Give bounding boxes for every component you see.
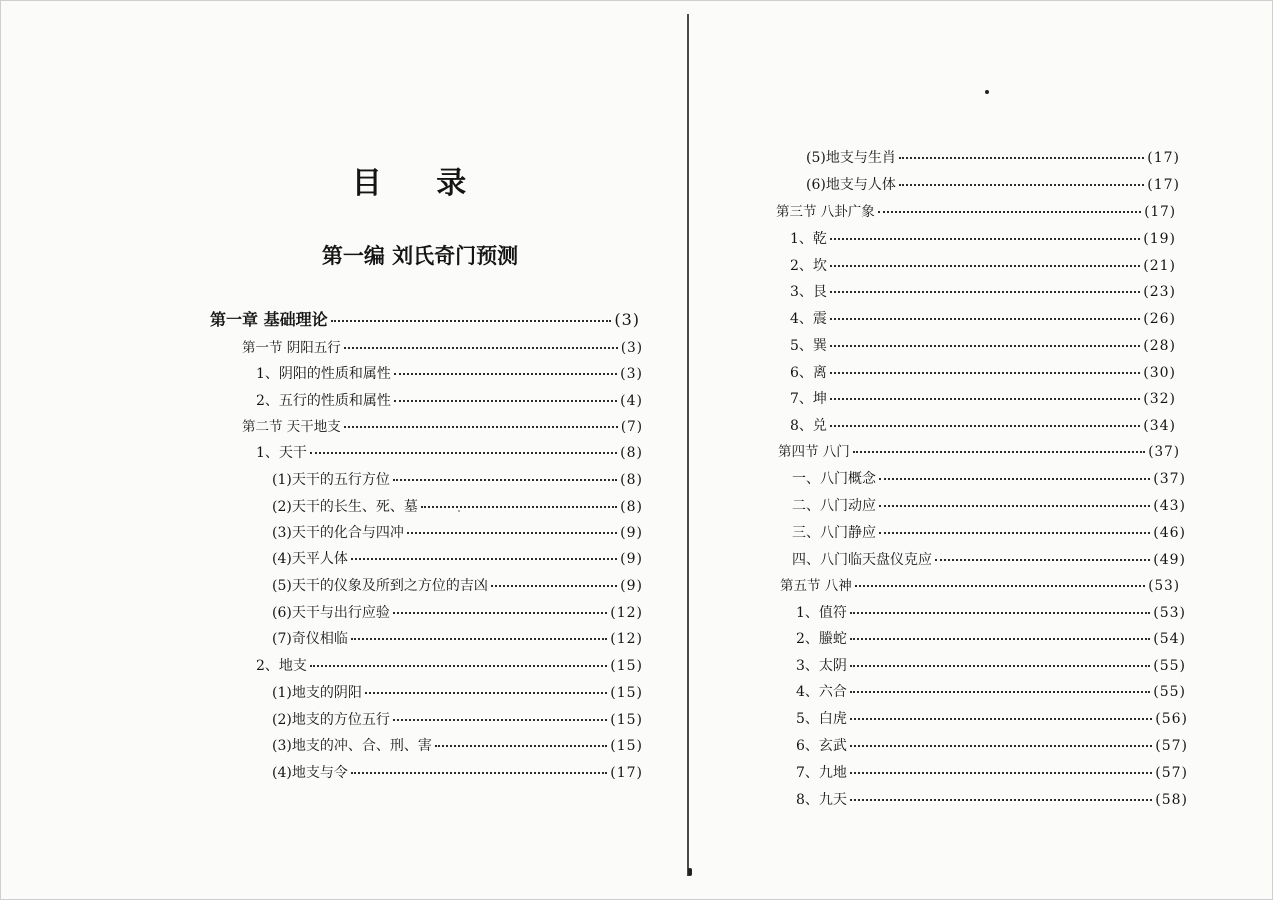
toc-entry-label: (2)地支的方位五行 [272, 712, 390, 728]
toc-page-number: (32) [1143, 391, 1176, 407]
toc-page-number: (56) [1155, 711, 1188, 727]
toc-entry-label: (1)地支的阴阳 [272, 685, 362, 701]
right-toc-entry [790, 281, 1176, 303]
toc-entry-label: 8、九天 [796, 792, 847, 808]
page-title: 目 录 [351, 166, 489, 201]
book-gutter [687, 14, 689, 876]
toc-page-number: (57) [1155, 765, 1188, 781]
toc-entry-label: 1、阴阳的性质和属性 [256, 366, 391, 382]
right-toc-entry [790, 362, 1176, 384]
toc-entry-label: 6、玄武 [796, 738, 847, 754]
toc-entry-label: 第一章 基础理论 [210, 310, 328, 329]
toc-page-number: (8) [620, 472, 643, 488]
toc-page-number: (12) [610, 605, 643, 621]
toc-entry-label: (5)地支与生肖 [806, 150, 896, 166]
dot-leader [351, 637, 607, 640]
dot-leader [365, 691, 607, 694]
dot-leader [407, 531, 617, 534]
part-title: 第一编 刘氏奇门预测 [321, 244, 519, 268]
dot-leader [310, 451, 617, 454]
toc-page-number: (55) [1153, 684, 1186, 700]
right-toc-entry [792, 522, 1186, 544]
dot-leader [394, 399, 617, 402]
toc-page-number: (3) [620, 366, 643, 382]
toc-page-number: (17) [610, 765, 643, 781]
left-toc-entry [242, 337, 643, 359]
toc-page-number: (53) [1148, 578, 1180, 594]
toc-page-number: (46) [1153, 525, 1186, 541]
left-toc-entry [272, 709, 643, 731]
toc-page-number: (57) [1155, 738, 1188, 754]
toc-page-number: (3) [614, 310, 640, 329]
toc-page-number: (23) [1143, 284, 1176, 300]
right-toc-entry [792, 549, 1186, 571]
toc-page-number: (37) [1153, 471, 1186, 487]
right-toc-entry [806, 174, 1180, 196]
left-toc-entry [272, 628, 643, 650]
toc-page-number: (54) [1153, 631, 1186, 647]
dot-leader [850, 771, 1152, 774]
toc-entry-label: (4)天平人体 [272, 551, 348, 567]
left-toc-entry [210, 309, 640, 331]
dot-leader [850, 690, 1150, 693]
toc-entry-label: 4、震 [790, 311, 827, 327]
right-toc-entry [796, 708, 1188, 730]
toc-page-number: (21) [1143, 258, 1176, 274]
toc-entry-label: (6)天干与出行应验 [272, 605, 390, 621]
toc-entry-label: 7、九地 [796, 765, 847, 781]
dot-leader [394, 372, 617, 375]
toc-page-number: (15) [610, 712, 643, 728]
toc-entry-label: 1、乾 [790, 231, 827, 247]
dot-leader [393, 611, 607, 614]
toc-page-number: (9) [620, 551, 643, 567]
toc-entry-label: 3、太阴 [796, 658, 847, 674]
scan-speck [985, 90, 989, 94]
dot-leader [878, 210, 1141, 213]
gutter-mark [688, 868, 692, 876]
right-toc-entry [778, 441, 1180, 463]
right-toc-entry [796, 602, 1186, 624]
toc-page-number: (7) [620, 419, 643, 435]
dot-leader [421, 505, 617, 508]
right-toc-entry [790, 415, 1176, 437]
toc-entry-label: (2)天干的长生、死、墓 [272, 499, 418, 515]
right-toc-entry [796, 628, 1186, 650]
left-toc-entry [272, 575, 643, 597]
right-toc-entry [790, 308, 1176, 330]
toc-page-number: (53) [1153, 605, 1186, 621]
dot-leader [879, 531, 1150, 534]
toc-page-number: (4) [620, 393, 643, 409]
toc-entry-label: 二、八门动应 [792, 498, 876, 514]
toc-page-number: (19) [1143, 231, 1176, 247]
dot-leader [855, 584, 1145, 587]
dot-leader [331, 319, 612, 322]
right-toc-entry [806, 147, 1180, 169]
toc-entry-label: 2、五行的性质和属性 [256, 393, 391, 409]
toc-page-number: (37) [1148, 444, 1180, 460]
toc-entry-label: 三、八门静应 [792, 525, 876, 541]
left-toc-entry [256, 655, 643, 677]
right-toc-entry [790, 335, 1176, 357]
left-toc-entry [242, 416, 643, 438]
toc-page-number: (28) [1143, 338, 1176, 354]
left-toc-entry [272, 548, 643, 570]
toc-page-number: (17) [1147, 177, 1180, 193]
left-toc-entry [272, 522, 643, 544]
toc-entry-label: (1)天干的五行方位 [272, 472, 390, 488]
dot-leader [344, 425, 618, 428]
dot-leader [435, 744, 607, 747]
right-toc-entry [796, 789, 1188, 811]
dot-leader [850, 637, 1150, 640]
toc-entry-label: 5、巽 [790, 338, 827, 354]
toc-page-number: (26) [1143, 311, 1176, 327]
dot-leader [344, 346, 618, 349]
right-toc-entry [796, 655, 1186, 677]
right-toc-entry [792, 495, 1186, 517]
toc-entry-label: 4、六合 [796, 684, 847, 700]
toc-page-number: (3) [620, 340, 643, 356]
dot-leader [351, 557, 617, 560]
toc-page-number: (15) [610, 658, 643, 674]
left-toc-entry [272, 469, 643, 491]
right-toc-entry [790, 388, 1176, 410]
left-toc-entry [256, 363, 643, 385]
dot-leader [830, 344, 1140, 347]
toc-entry-label: (4)地支与令 [272, 765, 348, 781]
right-toc-entry [790, 255, 1176, 277]
dot-leader [850, 717, 1152, 720]
toc-entry-label: 四、八门临天盘仪克应 [792, 552, 932, 568]
dot-leader [850, 744, 1152, 747]
toc-entry-label: 2、地支 [256, 658, 307, 674]
left-toc-entry [272, 682, 643, 704]
toc-page-number: (30) [1143, 365, 1176, 381]
toc-entry-label: 第五节 八神 [780, 578, 852, 594]
dot-leader [830, 290, 1140, 293]
dot-leader [853, 450, 1145, 453]
dot-leader [830, 397, 1140, 400]
toc-entry-label: 2、坎 [790, 258, 827, 274]
dot-leader [899, 156, 1144, 159]
right-toc-entry [776, 201, 1176, 223]
dot-leader [830, 371, 1140, 374]
dot-leader [830, 264, 1140, 267]
toc-entry-label: 7、坤 [790, 391, 827, 407]
dot-leader [310, 664, 607, 667]
toc-entry-label: 第三节 八卦广象 [776, 204, 875, 220]
left-toc-entry [272, 602, 643, 624]
dot-leader [830, 317, 1140, 320]
dot-leader [850, 611, 1150, 614]
toc-entry-label: (3)天干的化合与四冲 [272, 525, 404, 541]
toc-page-number: (8) [620, 445, 643, 461]
toc-page-number: (17) [1147, 150, 1180, 166]
toc-entry-label: 1、天干 [256, 445, 307, 461]
toc-entry-label: 一、八门概念 [792, 471, 876, 487]
toc-entry-label: (6)地支与人体 [806, 177, 896, 193]
dot-leader [935, 558, 1150, 561]
toc-entry-label: 2、螣蛇 [796, 631, 847, 647]
toc-entry-label: 5、白虎 [796, 711, 847, 727]
dot-leader [850, 664, 1150, 667]
dot-leader [491, 584, 617, 587]
toc-page-number: (9) [620, 525, 643, 541]
dot-leader [850, 798, 1152, 801]
left-toc-entry [256, 390, 643, 412]
toc-entry-label: 6、离 [790, 365, 827, 381]
toc-page-number: (49) [1153, 552, 1186, 568]
toc-entry-label: 8、兑 [790, 418, 827, 434]
toc-entry-label: 第四节 八门 [778, 444, 850, 460]
toc-page-number: (55) [1153, 658, 1186, 674]
right-toc-entry [796, 762, 1188, 784]
toc-entry-label: (7)奇仪相临 [272, 631, 348, 647]
dot-leader [830, 237, 1140, 240]
toc-page-number: (8) [620, 499, 643, 515]
toc-entry-label: 3、艮 [790, 284, 827, 300]
left-toc-entry [272, 735, 643, 757]
toc-page-number: (58) [1155, 792, 1188, 808]
left-toc-entry [272, 762, 643, 784]
toc-page-number: (15) [610, 685, 643, 701]
left-toc-entry [256, 442, 643, 464]
dot-leader [879, 477, 1150, 480]
toc-page-number: (9) [620, 578, 643, 594]
toc-entry-label: (5)天干的仪象及所到之方位的吉凶 [272, 578, 488, 594]
right-toc-entry [780, 575, 1180, 597]
toc-entry-label: 第一节 阴阳五行 [242, 340, 341, 356]
right-toc-entry [790, 228, 1176, 250]
dot-leader [879, 504, 1150, 507]
left-toc-entry [272, 496, 643, 518]
right-toc-entry [796, 681, 1186, 703]
dot-leader [899, 183, 1144, 186]
toc-page-number: (43) [1153, 498, 1186, 514]
toc-page-number: (15) [610, 738, 643, 754]
toc-entry-label: 1、值符 [796, 605, 847, 621]
toc-page-number: (34) [1143, 418, 1176, 434]
toc-page-number: (17) [1144, 204, 1176, 220]
dot-leader [830, 424, 1140, 427]
right-toc-entry [796, 735, 1188, 757]
right-toc-entry [792, 468, 1186, 490]
dot-leader [393, 478, 617, 481]
toc-page-number: (12) [610, 631, 643, 647]
toc-entry-label: (3)地支的冲、合、刑、害 [272, 738, 432, 754]
dot-leader [393, 718, 607, 721]
toc-entry-label: 第二节 天干地支 [242, 419, 341, 435]
dot-leader [351, 771, 607, 774]
